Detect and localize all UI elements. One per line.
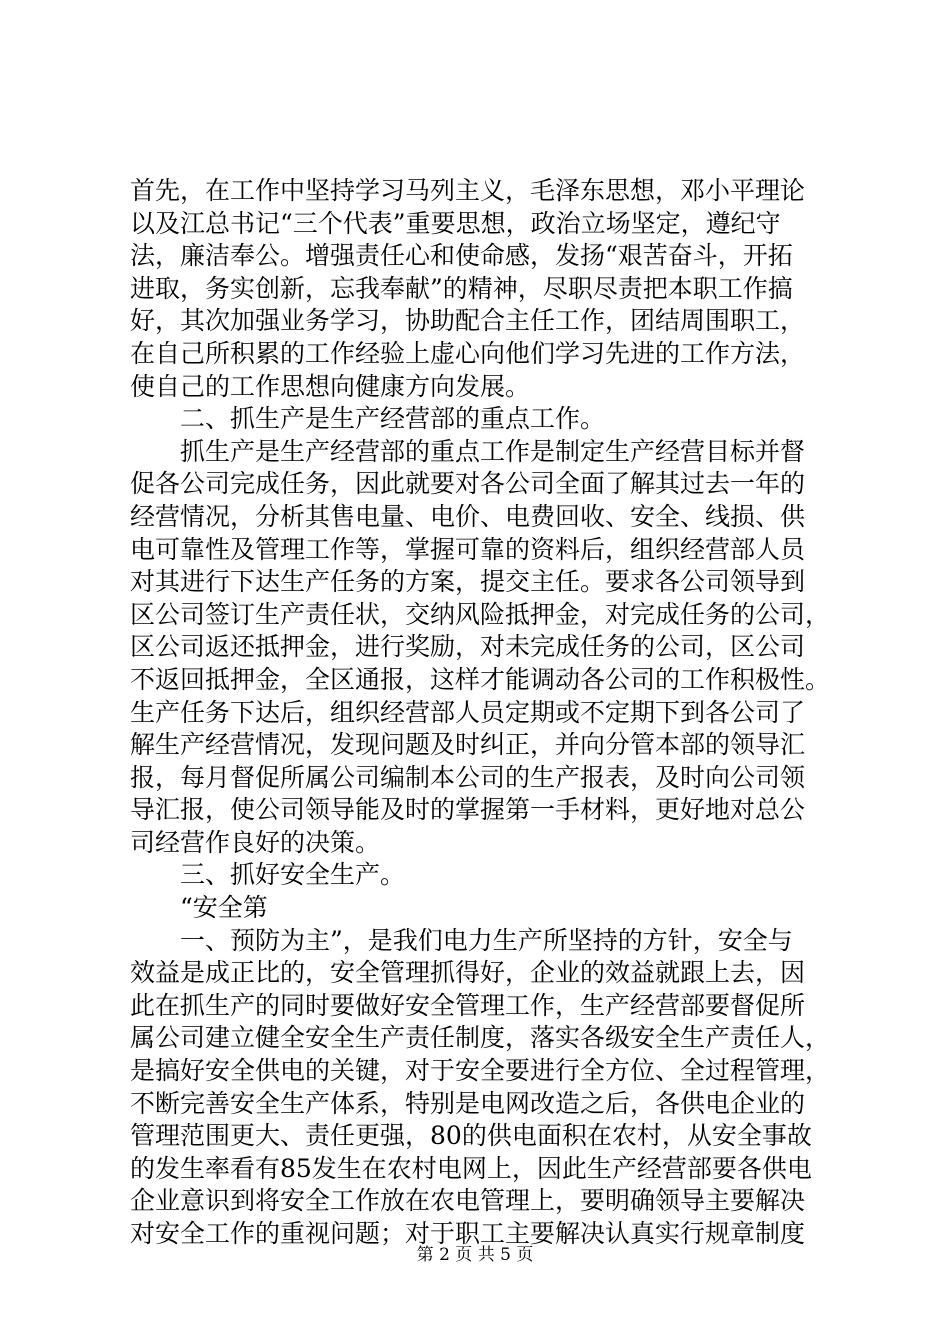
text-line: 解生产经营情况，发现问题及时纠正，并向分管本部的领导汇 xyxy=(130,730,806,760)
text-line: 区公司返还抵押金，进行奖励，对未完成任务的公司，区公司 xyxy=(130,632,806,662)
text-line: 对安全工作的重视问题；对于职工主要解决认真实行规章制度 xyxy=(130,1219,806,1248)
text-line: 此在抓生产的同时要做好安全管理工作，生产经营部要督促所 xyxy=(130,990,806,1020)
text-line: 管理范围更大、责任更强，80的供电面积在农村，从安全事故 xyxy=(130,1121,812,1151)
text-line: 是搞好安全供电的关键，对于安全要进行全方位、全过程管理， xyxy=(130,1056,830,1086)
text-line: 司经营作良好的决策。 xyxy=(130,827,381,857)
text-line: 三、抓好安全生产。 xyxy=(180,860,406,890)
text-line: 促各公司完成任务，因此就要对各公司全面了解其过去一年的 xyxy=(130,469,806,499)
text-line: 区公司签订生产责任状，交纳风险抵押金，对完成任务的公司， xyxy=(130,599,830,629)
text-line: 不返回抵押金，全区通报，这样才能调动各公司的工作积极性。 xyxy=(130,664,830,694)
text-line: 属公司建立健全安全生产责任制度，落实各级安全生产责任人， xyxy=(130,1023,830,1053)
text-line: 使自己的工作思想向健康方向发展。 xyxy=(130,371,531,401)
text-line: 首先，在工作中坚持学习马列主义，毛泽东思想，邓小平理论 xyxy=(130,176,806,205)
text-line: 生产任务下达后，组织经营部人员定期或不定期下到各公司了 xyxy=(130,697,806,727)
text-line: 对其进行下达生产任务的方案，提交主任。要求各公司领导到 xyxy=(130,567,806,597)
text-line: 二、抓生产是生产经营部的重点工作。 xyxy=(180,404,606,434)
text-line: 报，每月督促所属公司编制本公司的生产报表，及时向公司领 xyxy=(130,762,806,792)
text-line: “安全第 xyxy=(180,893,268,923)
text-line: 在自己所积累的工作经验上虚心向他们学习先进的工作方法， xyxy=(130,338,806,368)
text-line: 法，廉洁奉公。增强责任心和使命感，发扬“艰苦奋斗，开拓 xyxy=(130,241,793,271)
text-line: 效益是成正比的，安全管理抓得好，企业的效益就跟上去，因 xyxy=(130,958,806,988)
text-line: 一、预防为主”，是我们电力生产所坚持的方针，安全与 xyxy=(180,925,793,955)
text-line: 抓生产是生产经营部的重点工作是制定生产经营目标并督 xyxy=(180,436,806,466)
document-body xyxy=(130,175,830,1251)
text-line: 的发生率看有85发生在农村电网上，因此生产经营部要各供电 xyxy=(130,1153,812,1183)
text-line: 电可靠性及管理工作等，掌握可靠的资料后，组织经营部人员 xyxy=(130,534,806,564)
text-line: 企业意识到将安全工作放在农电管理上，要明确领导主要解决 xyxy=(130,1186,806,1216)
text-line: 好，其次加强业务学习，协助配合主任工作，团结周围职工， xyxy=(130,306,806,336)
text-line: 不断完善安全生产体系，特别是电网改造之后，各供电企业的 xyxy=(130,1088,806,1118)
text-line: 进取，务实创新，忘我奉献”的精神，尽职尽责把本职工作搞 xyxy=(130,273,793,303)
text-line: 导汇报，使公司领导能及时的掌握第一手材料，更好地对总公 xyxy=(130,795,806,825)
text-line: 以及江总书记“三个代表”重要思想，政治立场坚定，遵纪守 xyxy=(130,208,781,238)
page-footer: 第 2 页 共 5 页 xyxy=(416,1245,534,1265)
text-line: 经营情况，分析其售电量、电价、电费回收、安全、线损、供 xyxy=(130,501,806,531)
